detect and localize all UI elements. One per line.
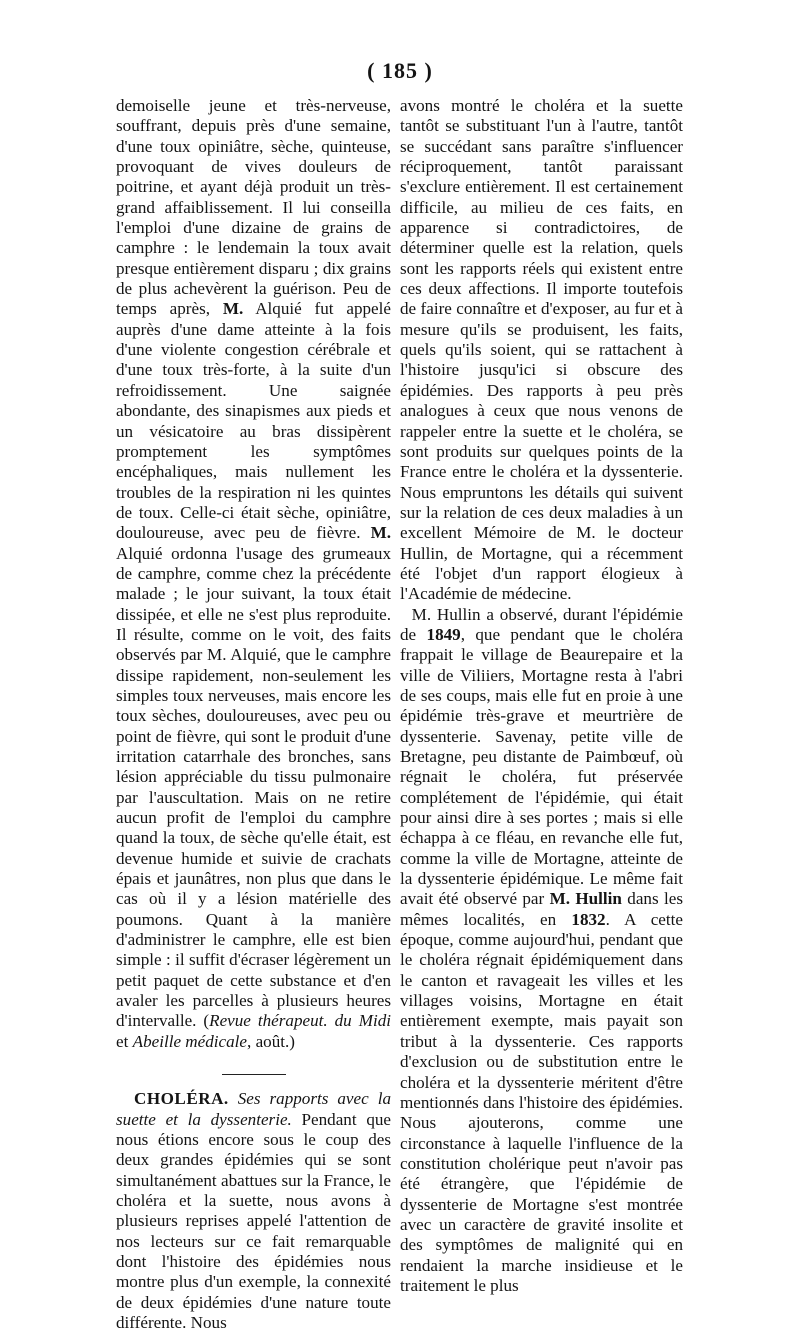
- citation-conjunction: et: [116, 1031, 133, 1051]
- section-subtitle: Ses rapports avec la suette et la dyssenterie.: [116, 1089, 391, 1129]
- left-column: [116, 96, 391, 1333]
- citation-journal: Revue thérapeut. du Midi: [209, 1011, 391, 1031]
- section-divider: [222, 1074, 286, 1075]
- citation-end: , août.): [247, 1031, 295, 1051]
- text-run: , que pendant que le choléra frappait le village de Beaurepaire et la ville de Viliiers, Mortagne resta à l'abri de ses coups, mais elle fut en proie à une épidémie très-grave et meurtrière de dyssenterie. Savenay, petite ville de Bretagne, peu distante de Paimbœuf, où régnait le choléra, fut préservée complétement de l'épidémie, qui était pour ainsi dire à ses portes ; mais si elle échappa à ce fléau, en revanche elle fut, comme la ville de Mortagne, atteinte de la dyssenterie épidémique. Le même fait avait été observé par: [400, 624, 683, 909]
- paragraph-camphor: [116, 96, 391, 1052]
- paragraph-relations: [400, 96, 683, 605]
- text-run: dans les mêmes localités, en: [400, 889, 683, 929]
- paragraph-cholera: [116, 1089, 391, 1333]
- author-name: M. Hullin: [549, 889, 622, 909]
- year: 1832: [571, 909, 606, 929]
- year: 1849: [426, 624, 461, 644]
- text-run: . A cette époque, comme aujourd'hui, pendant que le choléra régnait épidémiquement dans le canton et ravageait les villes et les villages voisins, Mortagne en était entièrement exempte, mais payait son tribut à la dyssenterie. Ces rapports d'exclusion ou de substitution entre le choléra et la dyssenterie méritent d'être mentionnés dans l'histoire des épidémies. Nous ajouterons, comme une circonstance à laquelle l'influence de la constitution cholérique peut n'avoir pas été étrangère, que l'épidémie de dyssenterie de Mortagne s'est montrée avec un caractère de gravité insolite et des symptômes de malignité qui en rendaient la marche insidieuse et le traitement le plus: [400, 909, 683, 1295]
- text-run: Alquié fut appelé auprès d'une dame atteinte à la fois d'une violente congestion cérébrale et d'une toux très-forte, à la suite d'un refroidissement. Une saignée abondante, des sinapismes aux pieds et un vésicatoire au bras dissipèrent promptement les symptômes encéphaliques, mais nullement les troubles de la respiration ni les quintes de toux. Celle-ci était sèche, opiniâtre, douloureuse, avec peu de fièvre.: [116, 299, 391, 543]
- text-run: Pendant que nous étions encore sous le coup des deux grandes épidémies qui se sont simultanément abattues sur la France, le choléra et la suette, nous avons à plusieurs reprises appelé l'attention de nos lecteurs sur ce fait remarquable dont l'histoire des épidémies nous montre plus d'un exemple, la connexité de deux épidémies d'une nature toute différente. Nous: [116, 1109, 391, 1332]
- text-run: avons montré le choléra et la suette tantôt se substituant l'un à l'autre, tantôt se succédant sans paraître s'influencer réciproquement, tantôt paraissant s'exclure entièrement. Il est certainement difficile, au milieu de ces faits, en apparence si contradictoires, de déterminer quelle est la relation, quels sont les rapports réels qui existent entre ces deux affections. Il importe toutefois de faire connaître et d'exposer, au fur et à mesure qu'ils se produisent, les faits, quels qu'ils soient, qui se rattachent à l'histoire jusqu'ici si obscure des épidémies. Des rapports à peu près analogues à ceux que nous venons de rappeler entre la suette et le choléra, se sont produits sur quelques points de la France entre le choléra et la dyssenterie. Nous empruntons les détails qui suivent sur la relation de ces deux maladies à un excellent Mémoire de M. le docteur Hullin, de Mortagne, qui a récemment été l'objet d'un rapport élogieux à l'Académie de médecine.: [400, 96, 683, 604]
- text-run: Alquié ordonna l'usage des grumeaux de camphre, comme chez la précédente malade ; le jour suivant, la toux était dissipée, et elle ne s'est plus reproduite. Il résulte, comme on le voit, des faits observés par M. Alquié, que le camphre dissipe rapidement, non-seulement les simples toux nerveuses, mais encore les toux sèches, douloureuses, avec peu ou point de fièvre, qui sont le produit d'une irritation catarrhale des bronches, sans lésion appréciable du tissu pulmonaire par l'auscultation. Mais on ne retire aucun profit de l'emploi du camphre quand la toux, de sèche qu'elle était, est devenue humide et suivie de crachats épais et jaunâtres, non plus que dans le cas où il y a lésion matérielle des poumons. Quant à la manière d'administrer le camphre, elle est bien simple : il suffit d'écraser légèrement un petit paquet de cette substance et d'en avaler les parcelles à plusieurs heures d'intervalle. (: [116, 543, 391, 1031]
- citation-journal: Abeille médicale: [132, 1031, 248, 1051]
- section-heading: CHOLÉRA.: [134, 1089, 229, 1109]
- page-number: ( 185 ): [367, 58, 433, 83]
- text-run: demoiselle jeune et très-nerveuse, souffrant, depuis près d'une semaine, d'une toux opiniâtre, sèche, quinteuse, provoquant de vives douleurs de poitrine, et ayant déjà produit un très-grand affaiblissement. Il lui conseilla l'emploi d'une dizaine de grains de camphre : le lendemain la toux avait presque entièrement disparu ; dix grains de plus achevèrent la guérison. Peu de temps après,: [116, 96, 391, 319]
- author-initial: M.: [370, 523, 391, 543]
- text-run: M. Hullin a observé, durant l'épidémie de: [400, 604, 683, 644]
- author-initial: M.: [222, 299, 244, 319]
- right-column: [400, 96, 683, 1296]
- paragraph-hullin: [400, 605, 683, 1297]
